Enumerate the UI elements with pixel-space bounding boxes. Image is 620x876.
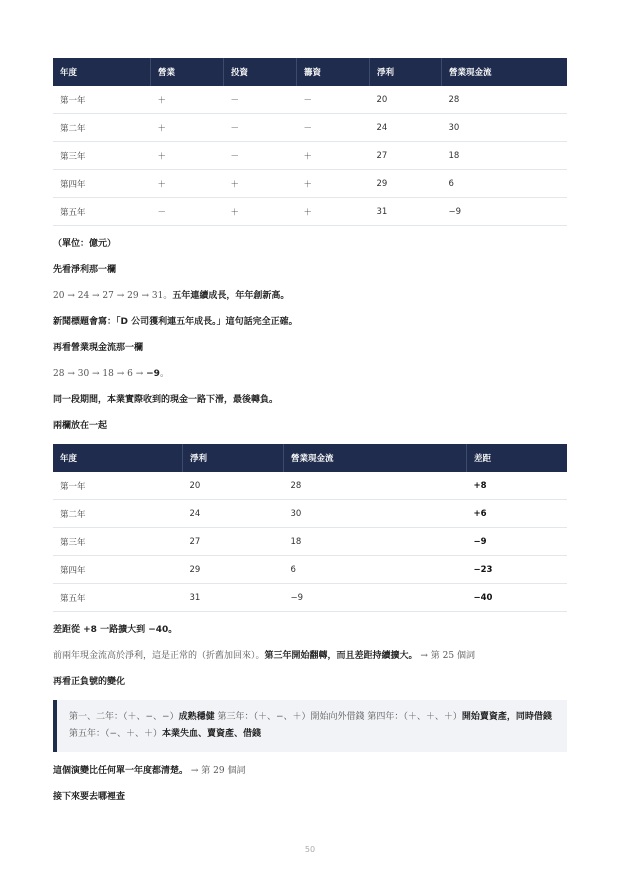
cell-year: 第二年: [53, 114, 151, 142]
net-income-line: [53, 290, 567, 303]
cell-financing: ＋: [297, 170, 370, 198]
heading-signs: 再看正負號的變化: [53, 677, 126, 687]
heading-cashflow: 再看營業現金流那一欄: [53, 343, 144, 353]
unit-note: （單位：億元）: [53, 239, 117, 249]
cell-operating-cashflow: 18: [284, 528, 467, 556]
cell-year: 第五年: [53, 198, 151, 226]
cell-operating-cashflow: 18: [442, 142, 568, 170]
cell-net-income: 20: [183, 472, 284, 500]
cell-operating-cashflow: −9: [442, 198, 568, 226]
cashflow-end: 。: [159, 369, 169, 379]
table-row: [53, 584, 567, 612]
cell-gap: −23: [467, 556, 568, 584]
explanation-paragraph: [53, 650, 567, 663]
cell-year: 第一年: [53, 472, 183, 500]
cell-operating-cashflow: 28: [442, 86, 568, 114]
cell-financing: －: [297, 114, 370, 142]
cell-year: 第一年: [53, 86, 151, 114]
cell-year: 第四年: [53, 170, 151, 198]
cell-net-income: 29: [370, 170, 442, 198]
col-operating-cashflow: 營業現金流: [442, 58, 568, 86]
cell-operating-cashflow: −9: [284, 584, 467, 612]
col-operating: 營業: [151, 58, 224, 86]
cell-operating-cashflow: 6: [284, 556, 467, 584]
table-row: [53, 170, 567, 198]
cell-investing: －: [224, 86, 297, 114]
quote-text-1: 第一、二年：（＋、−、−）: [69, 712, 179, 722]
cell-operating: ＋: [151, 170, 224, 198]
cell-net-income: 27: [183, 528, 284, 556]
quote-bold-2: 開始賣資產，同時借錢: [461, 712, 552, 722]
cell-year: 第三年: [53, 528, 183, 556]
page-content: [53, 58, 567, 804]
cell-investing: －: [224, 142, 297, 170]
col-year: 年度: [53, 58, 151, 86]
cell-operating-cashflow: 30: [284, 500, 467, 528]
cell-operating-cashflow: 28: [284, 472, 467, 500]
cell-operating: ＋: [151, 142, 224, 170]
glossary-reference-29: → 第 29 個詞: [188, 766, 246, 776]
cell-gap: −9: [467, 528, 568, 556]
cell-net-income: 31: [370, 198, 442, 226]
cell-net-income: 24: [370, 114, 442, 142]
cell-operating: ＋: [151, 114, 224, 142]
cashflow-last-value: −9: [146, 369, 160, 379]
heading-next: 接下來要去哪裡查: [53, 792, 126, 802]
cell-operating: ＋: [151, 86, 224, 114]
cell-net-income: 20: [370, 86, 442, 114]
cell-gap: +6: [467, 500, 568, 528]
quote-text-2: 第三年：（＋、−、＋）開始向外借錢 第四年：（＋、＋、＋）: [214, 712, 462, 722]
cell-gap: −40: [467, 584, 568, 612]
cashflow-sequence: 28 → 30 → 18 → 6 →: [53, 369, 147, 379]
cell-investing: ＋: [224, 198, 297, 226]
sign-evolution-quote: [53, 700, 567, 752]
cell-year: 第五年: [53, 584, 183, 612]
table-row: [53, 142, 567, 170]
quote-text-3: 第五年：（−、＋、＋）: [69, 729, 163, 739]
clearer-line: [53, 765, 567, 778]
table-row: [53, 114, 567, 142]
net-income-sequence: 20 → 24 → 27 → 29 → 31。: [53, 291, 173, 301]
cell-financing: ＋: [297, 198, 370, 226]
col-investing: 投資: [224, 58, 297, 86]
cell-investing: ＋: [224, 170, 297, 198]
table-row: [53, 528, 567, 556]
cell-investing: －: [224, 114, 297, 142]
table-header-row: [53, 58, 567, 86]
quote-bold-3: 本業失血、賣資產、借錢: [162, 729, 262, 739]
col-year: 年度: [53, 444, 183, 472]
gap-summary: 差距從 +8 一路擴大到 −40。: [53, 625, 178, 635]
glossary-reference-25: → 第 25 個詞: [417, 651, 475, 661]
col-gap: 差距: [467, 444, 568, 472]
table-row: [53, 472, 567, 500]
cashflow-conclusion: 同一段期間，本業實際收到的現金一路下滑，最後轉負。: [53, 395, 279, 405]
col-financing: 籌資: [297, 58, 370, 86]
col-net-income: 淨利: [370, 58, 442, 86]
col-net-income: 淨利: [183, 444, 284, 472]
news-headline-line: 新聞標題會寫：「D 公司獲利連五年成長。」這句話完全正確。: [53, 317, 298, 327]
heading-together: 兩欄放在一起: [53, 421, 108, 431]
gap-table: [53, 444, 567, 612]
cell-net-income: 27: [370, 142, 442, 170]
cell-operating-cashflow: 6: [442, 170, 568, 198]
cell-year: 第三年: [53, 142, 151, 170]
page-number: 50: [304, 845, 316, 854]
cell-net-income: 31: [183, 584, 284, 612]
cell-gap: +8: [467, 472, 568, 500]
clearer-bold: 這個演變比任何單一年度都清楚。: [53, 766, 189, 776]
cashflow-sign-table: [53, 58, 567, 226]
quote-bold-1: 成熟穩健: [178, 712, 215, 722]
net-income-conclusion: 五年連續成長，年年創新高。: [172, 291, 290, 301]
cell-operating: －: [151, 198, 224, 226]
table-row: [53, 86, 567, 114]
table-row: [53, 500, 567, 528]
table-row: [53, 556, 567, 584]
heading-net-income: 先看淨利那一欄: [53, 265, 117, 275]
explanation-bold: 第三年開始翻轉，而且差距持續擴大。: [264, 651, 418, 661]
cell-net-income: 29: [183, 556, 284, 584]
cell-financing: ＋: [297, 142, 370, 170]
col-operating-cashflow: 營業現金流: [284, 444, 467, 472]
cell-net-income: 24: [183, 500, 284, 528]
explanation-text: 前兩年現金流高於淨利，這是正常的（折舊加回來）。: [53, 651, 265, 661]
table-header-row: [53, 444, 567, 472]
cell-year: 第四年: [53, 556, 183, 584]
cell-financing: －: [297, 86, 370, 114]
cashflow-line: [53, 368, 567, 381]
cell-operating-cashflow: 30: [442, 114, 568, 142]
cell-year: 第二年: [53, 500, 183, 528]
table-row: [53, 198, 567, 226]
